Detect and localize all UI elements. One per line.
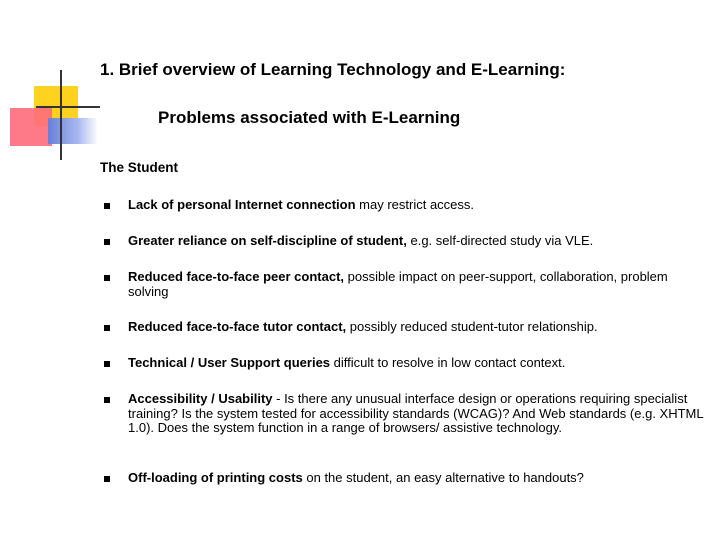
bullet-text — [128, 392, 708, 436]
decor-horizontal-line — [36, 106, 100, 108]
bullet-text — [128, 270, 708, 299]
decor-blue-gradient-bar — [48, 118, 98, 144]
bullet-rest: possibly reduced student-tutor relationship. — [346, 319, 598, 334]
bullet-marker — [104, 476, 110, 482]
bullet-marker — [104, 361, 110, 367]
bullet-rest: difficult to resolve in low contact context. — [330, 355, 566, 370]
bullet-marker — [104, 275, 110, 281]
slide-title: 1. Brief overview of Learning Technology and E-Learning: — [100, 60, 566, 79]
bullet-bold: Technical / User Support queries — [128, 355, 331, 370]
bullet-text — [128, 234, 708, 249]
section-heading: The Student — [100, 160, 178, 175]
bullet-marker — [104, 239, 110, 245]
bullet-bold: Lack of personal Internet connection — [128, 197, 356, 212]
bullet-bold: Reduced face-to-face peer contact, — [128, 269, 345, 284]
bullet-text — [128, 356, 708, 371]
bullet-marker — [104, 325, 110, 331]
bullet-bold: Off-loading of printing costs — [128, 470, 303, 485]
bullet-rest: - Is there any unusual interface design or operations requiring specialist training? Is the system tested for accessibility standards (WCAG)? And Web standards (e.g. XHTML 1.0). Does the system function in a range of browsers/ assistive technology. — [128, 391, 704, 435]
decor-vertical-line — [60, 70, 62, 160]
bullet-text — [128, 471, 708, 486]
bullet-rest: e.g. self-directed study via VLE. — [406, 233, 594, 248]
decor-red-square — [10, 108, 52, 146]
bullet-bold: Greater reliance on self-discipline of student, — [128, 233, 407, 248]
bullet-rest: may restrict access. — [355, 197, 475, 212]
bullet-marker — [104, 397, 110, 403]
bullet-marker — [104, 203, 110, 209]
bullet-text — [128, 198, 708, 213]
bullet-rest: on the student, an easy alternative to handouts? — [302, 470, 584, 485]
bullet-text — [128, 320, 708, 335]
bullet-bold: Accessibility / Usability — [128, 391, 273, 406]
bullet-bold: Reduced face-to-face tutor contact, — [128, 319, 347, 334]
slide-subtitle: Problems associated with E-Learning — [158, 108, 461, 127]
bullet-rest: possible impact on peer-support, collaboration, problem solving — [128, 269, 668, 299]
